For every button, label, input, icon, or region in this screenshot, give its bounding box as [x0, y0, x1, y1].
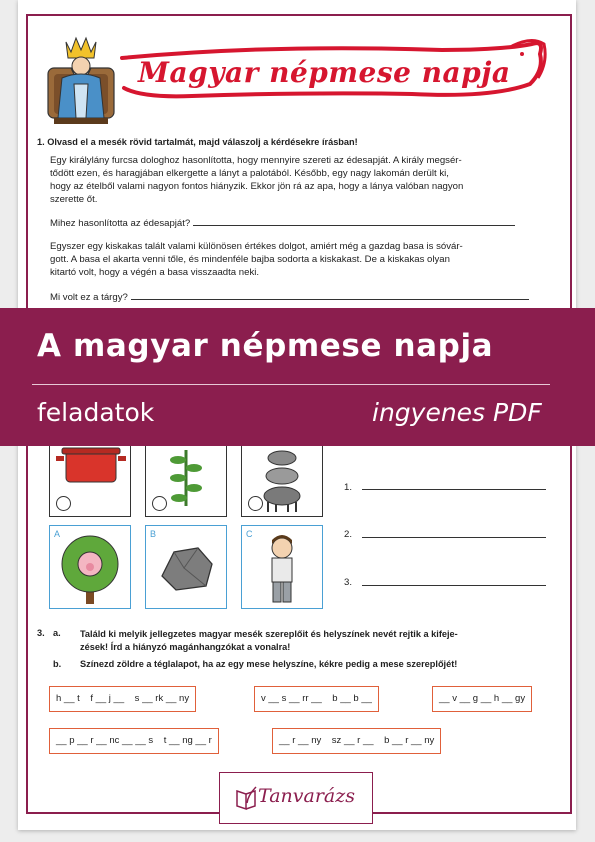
story2-text: Egyszer egy kiskakas talált valami különösen értékes dolgot, amiért még a gazdag basa is sóvár- gott. A basa el akarta venni tőle, és mindenféle bajba sodorta a kiskakast. De a kiskakas olyan kitartó volt, hogy a végén a basa visszaadta neki.: [50, 241, 463, 278]
banner-subtitle-right: ingyenes PDF: [372, 398, 542, 427]
answer-line-1[interactable]: [193, 216, 515, 226]
page-title: Magyar népmese napja: [138, 56, 511, 89]
answer-line-a[interactable]: [362, 489, 546, 490]
option-card-b: [145, 525, 227, 609]
boy-icon: [242, 526, 322, 608]
brand-name: Tanvarázs: [258, 785, 355, 807]
word-rectangle-2[interactable]: v __ s __ rr __ b __ b __: [254, 686, 379, 712]
task3-b-text: Színezd zöldre a téglalapot, ha az egy mese helyszíne, kékre pedig a mese szereplőjét!: [80, 659, 458, 669]
option-card-c: [241, 525, 323, 609]
story1-text: Egy királylány furcsa dologhoz hasonlította, hogy mennyire szereti az édesapját. A király megsér- tődött ezen, és haragjában elkergette a lányt a palotából. Később, egy nagy lakomán derült ki, hogy az ételből valami nagyon fontos hiányzik. Ekkor jön rá az apa, hogy a lánya valóban nagyon szerette őt.: [50, 155, 464, 205]
word-rectangle-3[interactable]: __ v __ g __ h __ gy: [432, 686, 532, 712]
answer-row-1: 1.: [344, 482, 353, 493]
task3-a-label: a.: [53, 628, 61, 638]
answer-row-3: 3.: [344, 577, 353, 588]
picture-card-pot: [49, 446, 131, 517]
answer-row-2: 2.: [344, 529, 353, 540]
stone-icon: [146, 526, 226, 608]
option-card-a: [49, 525, 131, 609]
question2: Mi volt ez a tárgy?: [50, 290, 529, 304]
pig-in-tree-icon: [50, 526, 130, 608]
promo-banner: [0, 308, 595, 446]
picture-card-plant: [145, 446, 227, 517]
question1: Mihez hasonlította az édesapját?: [50, 216, 515, 230]
task1-heading: 1. Olvasd el a mesék rövid tartalmát, majd válaszolj a kérdésekre írásban!: [37, 137, 358, 147]
option-letter-b: B: [150, 529, 157, 539]
picture-card-animals: [241, 446, 323, 517]
book-quill-icon: [234, 785, 260, 811]
answer-circle[interactable]: [248, 496, 263, 511]
banner-divider: [32, 384, 550, 385]
option-letter-a: A: [54, 529, 61, 539]
king-on-throne-icon: [44, 34, 118, 126]
banner-subtitle-left: feladatok: [37, 398, 155, 427]
word-rectangle-5[interactable]: __ r __ ny sz __ r __ b __ r __ ny: [272, 728, 441, 754]
brand-logo: [219, 772, 373, 824]
answer-circle[interactable]: [152, 496, 167, 511]
task3-b-label: b.: [53, 659, 62, 669]
answer-line-b[interactable]: [362, 537, 546, 538]
word-rectangle-1[interactable]: h __ t f __ j __ s __ rk __ ny: [49, 686, 196, 712]
answer-line-c[interactable]: [362, 585, 546, 586]
option-letter-c: C: [246, 529, 253, 539]
answer-line-2[interactable]: [131, 290, 529, 300]
word-rectangle-4[interactable]: __ p __ r __ nc __ __ s t __ ng __ r: [49, 728, 219, 754]
task3-a-text: Találd ki melyik jellegzetes magyar mesék szereplőit és helyszínek nevét rejtik a kifeje- zések! Írd a hiányzó magánhangzókat a vonalra!: [80, 629, 458, 652]
banner-title: A magyar népmese napja: [37, 328, 494, 364]
task3-number: 3.: [37, 628, 45, 638]
answer-circle[interactable]: [56, 496, 71, 511]
